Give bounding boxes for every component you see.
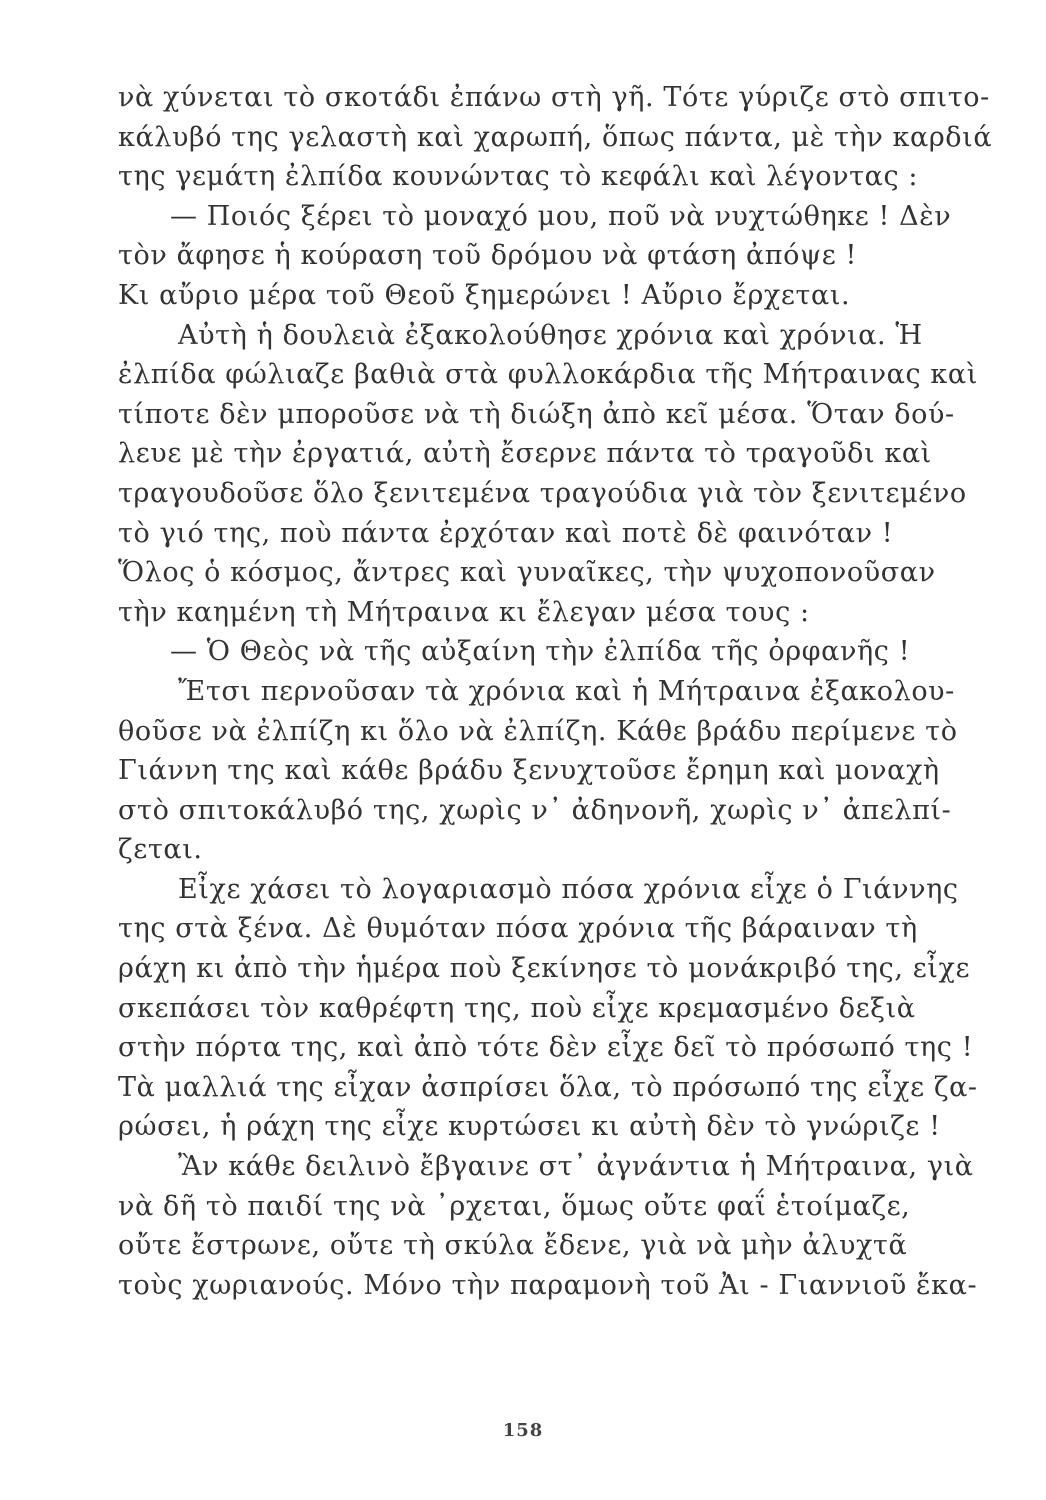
text-line: Τὰ μαλλιά της εἶχαν ἀσπρίσει ὅλα, τὸ πρόσωπό της εἶχε ζα- [118, 1071, 978, 1103]
dialog-line: — Ποιός ξέρει τὸ μοναχό μου, ποῦ νὰ νυχτώθηκε ! Δὲν [170, 200, 952, 232]
text-line: Κι αὔριο μέρα τοῦ Θεοῦ ξημερώνει ! Αὔριο ἔρχεται. [118, 279, 851, 311]
text-line: σκεπάσει τὸν καθρέφτη της, ποὺ εἶχε κρεμασμένο δεξιὰ [118, 992, 916, 1024]
text-line: Ὅλος ὁ κόσμος, ἄντρες καὶ γυναῖκες, τὴν ψυχοπονοῦσαν [118, 557, 936, 589]
text-line: ράχη κι ἀπὸ τὴν ἡμέρα ποὺ ξεκίνησε τὸ μονάκριβό της, εἶχε [118, 953, 971, 985]
text-line: ζεται. [118, 834, 203, 866]
text-line: οὔτε ἔστρωνε, οὔτε τὴ σκύλα ἔδενε, γιὰ νὰ μὴν ἀλυχτᾶ [118, 1230, 908, 1262]
text-line: τοὺς χωριανούς. Μόνο τὴν παραμονὴ τοῦ Ἀι - Γιαννιοῦ ἔκα- [118, 1269, 978, 1301]
text-line: τίποτε δὲν μποροῦσε νὰ τὴ διώξη ἀπὸ κεῖ μέσα. Ὅταν δού- [118, 398, 955, 430]
text-line: κάλυβό της γελαστὴ καὶ χαρωπή, ὅπως πάντα, μὲ τὴν καρδιά [118, 121, 993, 153]
body-text [118, 78, 998, 1305]
paragraph-start-line: Αὐτὴ ἡ δουλειὰ ἐξακολούθησε χρόνια καὶ χρόνια. Ἡ [178, 319, 923, 351]
text-line: Γιάννη της καὶ κάθε βράδυ ξενυχτοῦσε ἔρημη καὶ μοναχὴ [118, 755, 940, 787]
text-line: νὰ δῆ τὸ παιδί της νὰ ᾿ρχεται, ὅμως οὔτε φαΐ ἑτοίμαζε, [118, 1190, 911, 1222]
text-line: τὸ γιό της, ποὺ πάντα ἐρχόταν καὶ ποτὲ δὲ φαινόταν ! [118, 517, 894, 549]
text-line: λευε μὲ τὴν ἐργατιά, αὐτὴ ἔσερνε πάντα τὸ τραγοῦδι καὶ [118, 438, 932, 470]
dialog-line: — Ὁ Θεὸς νὰ τῆς αὐξαίνη τὴν ἐλπίδα τῆς ὀρφανῆς ! [170, 636, 911, 668]
text-line: της στὰ ξένα. Δὲ θυμόταν πόσα χρόνια τῆς βάραιναν τὴ [118, 913, 918, 945]
text-line: ἐλπίδα φώλιαζε βαθιὰ στὰ φυλλοκάρδια τῆς Μήτραινας καὶ [118, 359, 978, 391]
text-line: θοῦσε νὰ ἐλπίζη κι ὅλο νὰ ἐλπίζη. Κάθε βράδυ περίμενε τὸ [118, 715, 958, 747]
text-line: στὴν πόρτα της, καὶ ἀπὸ τότε δὲν εἶχε δεῖ τὸ πρόσωπό της ! [118, 1032, 974, 1064]
text-line: στὸ σπιτοκάλυβό της, χωρὶς ν᾿ ἀδηνονῆ, χωρὶς ν᾿ ἀπελπί- [118, 794, 952, 826]
text-line: τὴν καημένη τὴ Μήτραινα κι ἔλεγαν μέσα τους : [118, 596, 810, 628]
paragraph-start-line: Ἂν κάθε δειλινὸ ἔβγαινε στ᾿ ἀγνάντια ἡ Μήτραινα, γιὰ [178, 1151, 974, 1183]
paragraph-start-line: Ἔτσι περνοῦσαν τὰ χρόνια καὶ ἡ Μήτραινα ἐξακολου- [178, 675, 955, 707]
text-line: της γεμάτη ἐλπίδα κουνώντας τὸ κεφάλι καὶ λέγοντας : [118, 161, 919, 193]
paragraph-start-line: Εἶχε χάσει τὸ λογαριασμὸ πόσα χρόνια εἶχε ὁ Γιάννης [178, 873, 959, 905]
text-line: τραγουδοῦσε ὅλο ξενιτεμένα τραγούδια γιὰ τὸν ξενιτεμένο [118, 477, 967, 509]
text-line: τὸν ἄφησε ἡ κούραση τοῦ δρόμου νὰ φτάση ἀπόψε ! [118, 240, 857, 272]
text-line: ρώσει, ἡ ράχη της εἶχε κυρτώσει κι αὐτὴ δὲν τὸ γνώριζε ! [118, 1111, 941, 1143]
text-line: νὰ χύνεται τὸ σκοτάδι ἐπάνω στὴ γῆ. Τότε γύριζε στὸ σπιτο- [118, 82, 990, 113]
page-number: 158 [502, 1420, 544, 1441]
